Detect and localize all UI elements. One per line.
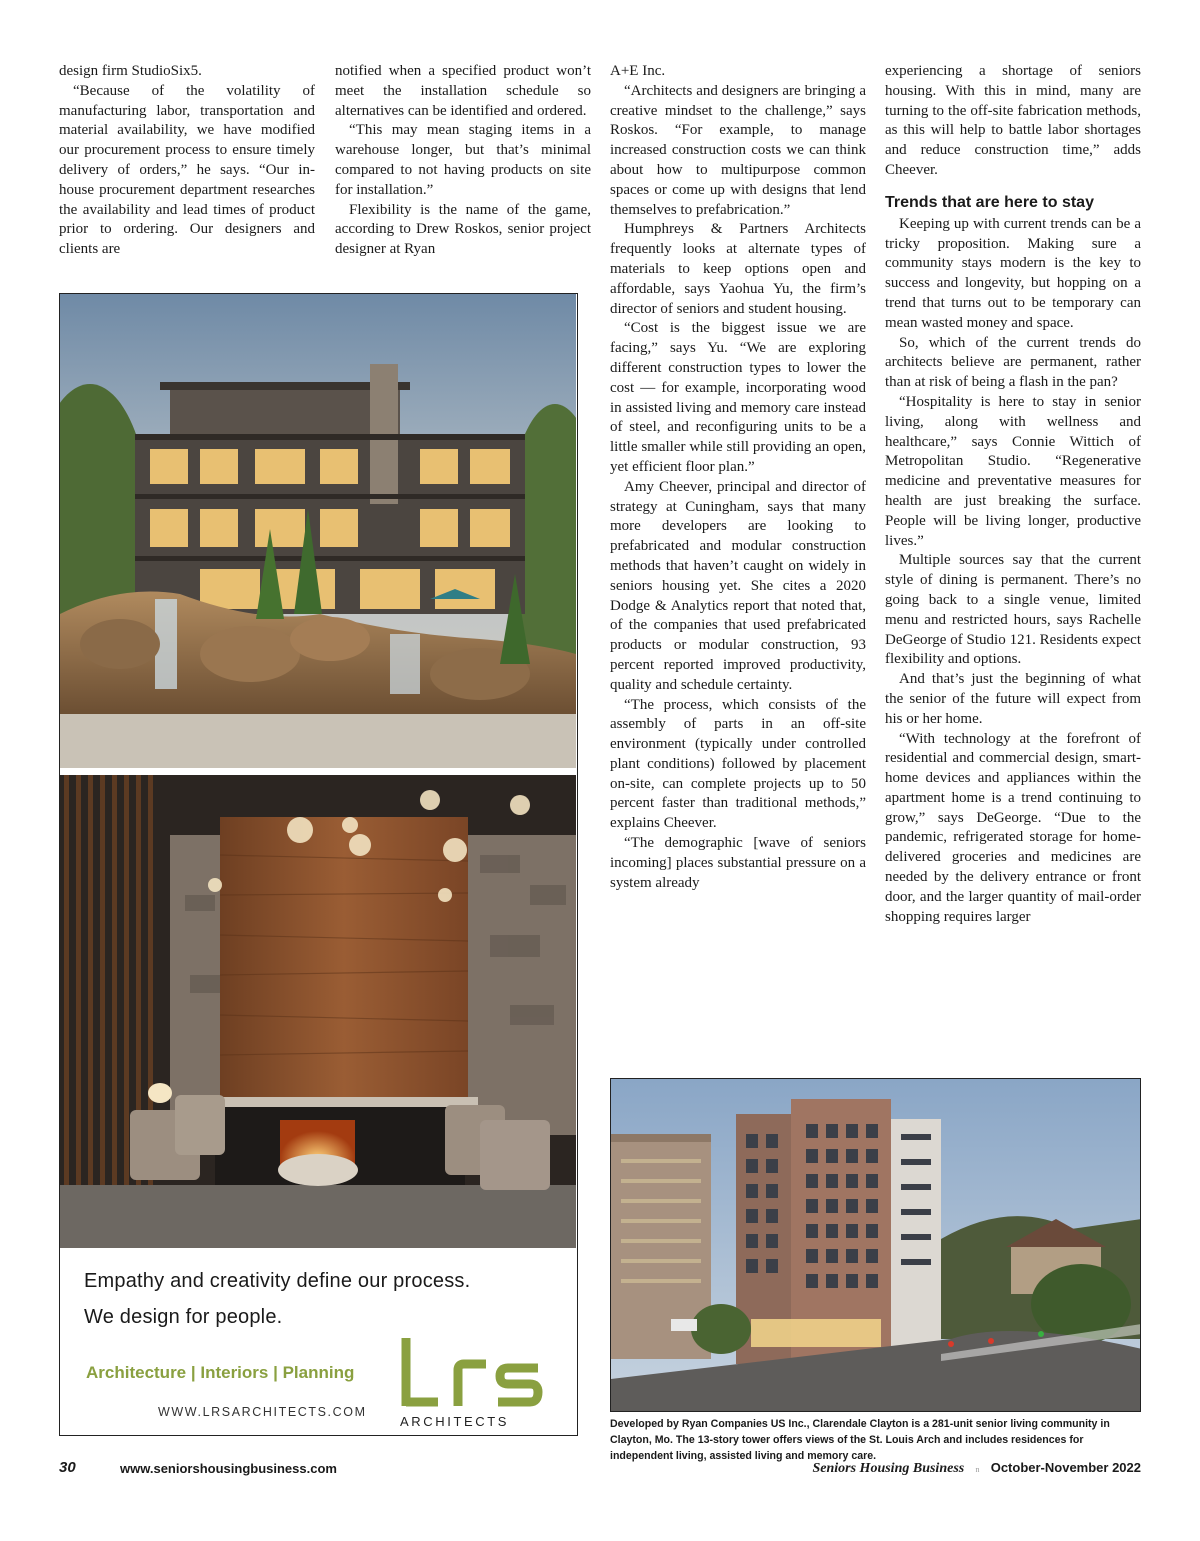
paragraph: “Architects and designers are bringing a creative mindset to the challenge,” says Roskos. “For example, to manage increased construction costs we can think about how to multipurpose common spaces or come up with designs that lend themselves to prefabrication.” [610,82,866,218]
photo-caption: Developed by Ryan Companies US Inc., Clarendale Clayton is a 281-unit senior living community in Clayton, Mo. The 13-story tower offers views of the St. Louis Arch and includes residences for independent living, assisted living and memory care. [610,1418,1110,1462]
paragraph: “Cost is the biggest issue we are facing,” says Yu. “We are exploring different construction types to lower the cost — for example, incorporating wood in assisted living and memory care instead of steel, and reconfiguring units to be a little smaller while still providing an open, yet efficient floor plan.” [610,320,866,475]
ad-text-block [60,1248,576,1434]
paragraph: A+E Inc. [610,63,666,79]
paragraph: “The process, which consists of the assembly of parts in an off-site environment (typically under controlled plant conditions) followed by placement on-site, can complete projects up to 50 percent faster than traditional methods,” explains Cheever. [610,696,866,832]
article-column-2 [335,62,591,260]
exterior-building-photo [60,294,576,768]
paragraph: “This may mean staging items in a warehouse longer, but that’s minimal compared to not having products on site for installation.” [335,122,591,198]
footer-separator: n [975,1465,980,1474]
paragraph: Humphreys & Partners Architects frequently looks at alternate types of materials to keep options open and affordable, says Yaohua Yu, the firm’s director of seniors and student housing. [610,221,866,317]
paragraph: Amy Cheever, principal and director of strategy at Cuningham, says that many more developers are looking to prefabricated and modular construction methods that haven’t caught on widely in seniors housing yet. She cites a 2020 Dodge & Analytics report that noted that, of the companies that used prefabricated products or modular construction, 93 percent reported improved productivity, quality and schedule certainty. [610,478,866,693]
article-column-4 [885,62,1141,927]
ad-tagline-2: We design for people. [84,1306,283,1328]
paragraph: design firm StudioSix5. [59,63,202,79]
article-column-1 [59,62,315,260]
publication-name: Seniors Housing Business [812,1461,965,1476]
clarendale-clayton-photo [610,1078,1141,1412]
paragraph: Keeping up with current trends can be a tricky proposition. Making sure a community stays modern is the key to success and longevity, but hopping on a trend that turns out to be temporary can mean wasted money and space. [885,215,1141,331]
ad-services: Architecture | Interiors | Planning [86,1363,355,1382]
paragraph: And that’s just the beginning of what the senior of the future will expect from his or her home. [885,671,1141,727]
section-heading: Trends that are here to stay [885,193,1094,211]
page-number: 30 [59,1459,76,1476]
paragraph: “Because of the volatility of manufacturing labor, transportation and material availability, we have modified our procurement process to ensure timely delivery of orders,” he says. “Our in-house procurement department researches the availability and lead times of product prior to ordering. Our designers and clients are [59,82,315,258]
lrs-logo [398,1338,550,1422]
lrs-advertisement[interactable] [59,293,578,1436]
footer-website-link[interactable]: www.seniorshousingbusiness.com [120,1461,337,1476]
ad-tagline: Empathy and creativity define our process. [84,1270,471,1292]
footer-publication-info [812,1460,1141,1477]
paragraph: “The demographic [wave of seniors incoming] places substantial pressure on a system already [610,835,866,891]
paragraph: Multiple sources say that the current style of dining is permanent. There’s no going back to a single venue, limited menu and restricted hours, says Rachelle DeGeorge of Studio 121. Residents expect flexibility and options. [885,552,1141,668]
paragraph: experiencing a shortage of seniors housing. With this in mind, many are turning to the off-site fabrication methods, as this will help to battle labor shortages and reduce construction time,” adds Cheever. [885,63,1141,178]
article-column-3 [610,62,866,893]
paragraph: notified when a specified product won’t meet the installation schedule so alternatives can be identified and ordered. [335,63,591,119]
paragraph: Flexibility is the name of the game, according to Drew Roskos, senior project designer at Ryan [335,201,591,258]
paragraph: “With technology at the forefront of residential and commercial design, smart-home devices and appliances within the apartment home is a trend continuing to grow,” says DeGeorge. “Due to the pandemic, refrigerated storage for home-delivered groceries and medicines are needed by the delivery entrance or front door, and the larger quantity of mail-order shopping requires larger [885,730,1141,925]
paragraph: “Hospitality is here to stay in senior living, along with wellness and healthcare,” says Connie Wittich of Metropolitan Studio. “Regenerative medicine and preventative measures for health are just breaking the surface. People will be living longer, productive lives.” [885,393,1141,549]
lobby-fireplace-photo [60,775,576,1248]
lrs-logo-subtitle: ARCHITECTS [400,1414,510,1429]
issue-date: October-November 2022 [990,1460,1141,1475]
paragraph: So, which of the current trends do architects believe are permanent, rather than at risk of being a flash in the pan? [885,334,1141,391]
ad-website-link[interactable]: WWW.LRSARCHITECTS.COM [158,1405,367,1419]
